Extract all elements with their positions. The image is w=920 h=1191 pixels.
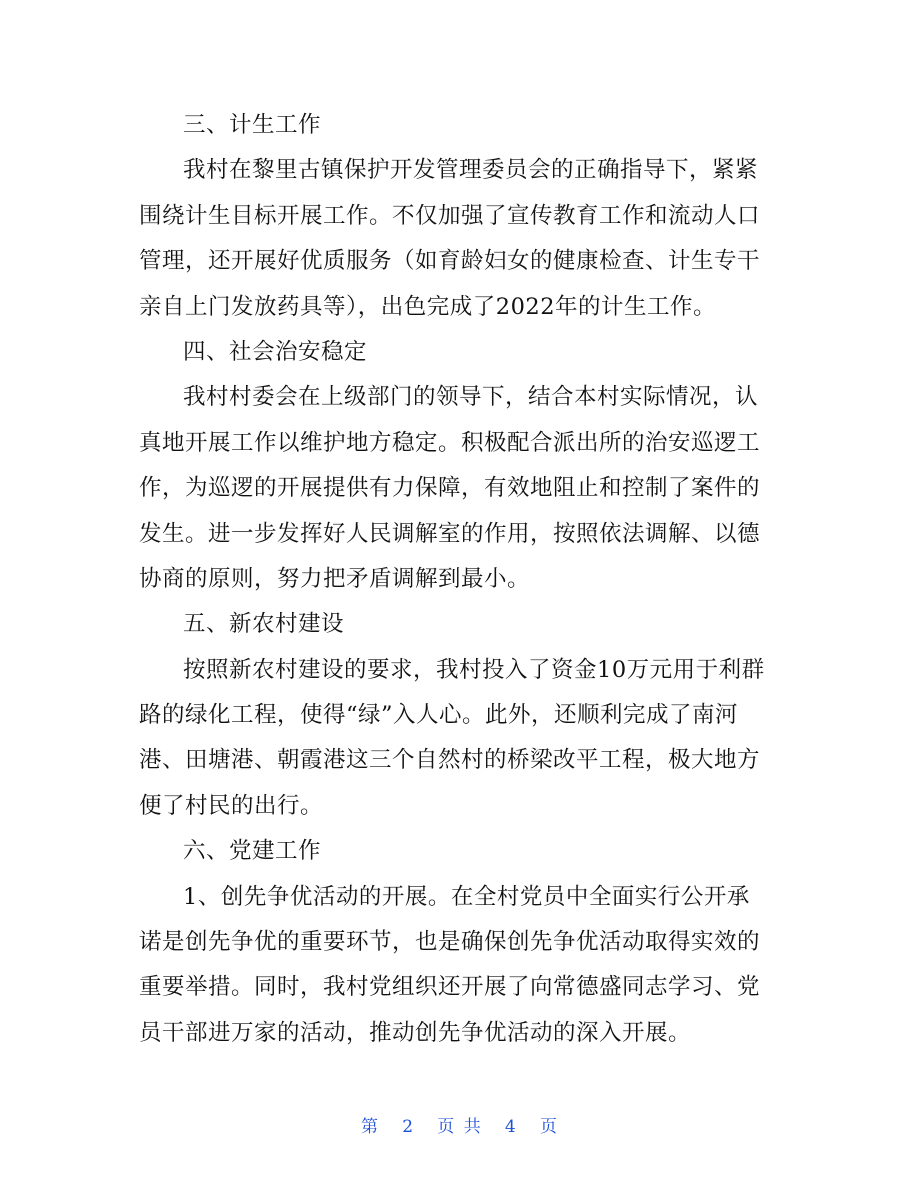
paragraph-line: 管理，还开展好优质服务（如育龄妇女的健康检查、计生专干 <box>139 248 761 275</box>
paragraph-line: 港、田塘港、朝霞港这三个自然村的桥梁改平工程，极大地方 <box>139 747 761 774</box>
page-footer <box>0 1112 920 1137</box>
paragraph-line: 员干部进万家的活动，推动创先争优活动的深入开展。 <box>139 1019 692 1046</box>
section-heading: 五、新农村建设 <box>183 611 345 638</box>
paragraph-line: 诺是创先争优的重要环节，也是确保创先争优活动取得实效的 <box>139 929 761 956</box>
page-label-suffix: 页 <box>539 1117 559 1137</box>
section-heading: 四、社会治安稳定 <box>183 338 368 365</box>
paragraph-line: 重要举措。同时，我村党组织还开展了向常德盛同志学习、党 <box>139 974 761 1001</box>
paragraph-line: 协商的原则，努力把矛盾调解到最小。 <box>139 565 531 592</box>
paragraph-line: 发生。进一步发挥好人民调解室的作用，按照依法调解、以德 <box>139 520 761 547</box>
document-body <box>139 103 781 1056</box>
paragraph-line: 按照新农村建设的要求，我村投入了资金10万元用于利群 <box>183 656 765 683</box>
current-page-number: 2 <box>402 1117 416 1137</box>
paragraph-line: 路的绿化工程，使得“绿”入人心。此外，还顺利完成了南河 <box>139 702 739 729</box>
paragraph-line: 亲自上门发放药具等），出色完成了2022年的计生工作。 <box>139 293 717 320</box>
page-label-prefix: 第 <box>361 1117 381 1137</box>
paragraph-line: 1、创先争优活动的开展。在全村党员中全面实行公开承 <box>183 883 750 910</box>
section-heading: 三、计生工作 <box>183 112 322 138</box>
total-pages-number: 4 <box>504 1117 518 1137</box>
paragraph-line: 真地开展工作以维护地方稳定。积极配合派出所的治安巡逻工 <box>139 429 761 456</box>
paragraph-line: 作，为巡逻的开展提供有力保障，有效地阻止和控制了案件的 <box>139 475 761 502</box>
paragraph-line: 我村在黎里古镇保护开发管理委员会的正确指导下，紧紧 <box>183 157 759 184</box>
page-label-mid: 页 共 <box>437 1117 483 1137</box>
section-heading: 六、党建工作 <box>183 838 322 865</box>
paragraph-line: 便了村民的出行。 <box>139 792 324 819</box>
paragraph-line: 围绕计生目标开展工作。不仅加强了宣传教育工作和流动人口 <box>139 202 761 229</box>
paragraph-line: 我村村委会在上级部门的领导下，结合本村实际情况，认 <box>183 384 759 411</box>
